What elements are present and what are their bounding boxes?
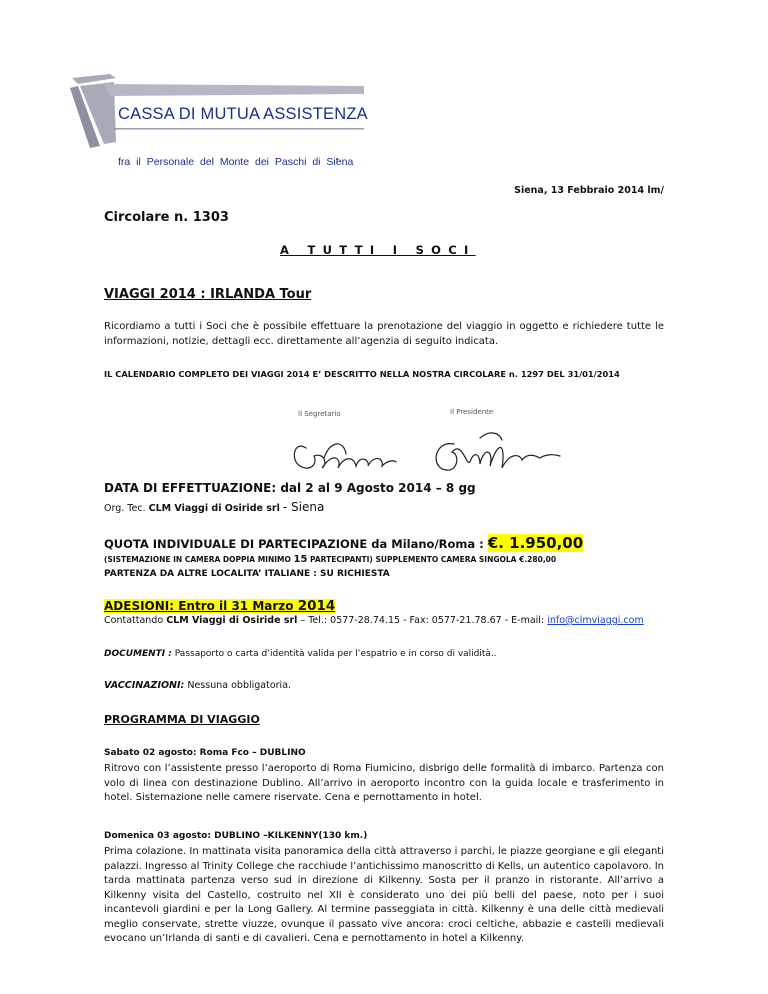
program-heading: PROGRAMMA DI VIAGGIO [104, 713, 260, 726]
organizer-name: CLM Viaggi di Osiride srl [148, 503, 280, 514]
vaccinations-text: Nessuna obbligatoria. [187, 680, 292, 691]
contact-prefix: Contattando [104, 615, 164, 626]
calendar-note: IL CALENDARIO COMPLETO DEI VIAGGI 2014 E’ DESCRITTO NELLA NOSTRA CIRCOLARE n. 1297 DEL 31/01/2014 [104, 369, 620, 379]
accommodation-part1: (SISTEMAZIONE IN CAMERA DOPPIA MINIMO [104, 555, 291, 564]
organizer-city: - Siena [282, 500, 325, 514]
accommodation-part2: PARTECIPANTI) SUPPLEMENTO CAMERA SINGOLA €.280,00 [310, 555, 557, 564]
deadline-highlight [104, 599, 335, 613]
organization-logo [64, 72, 384, 182]
recipients-heading: A TUTTI I SOCI [280, 243, 476, 257]
documents-line [104, 649, 497, 659]
documents-text: Passaporto o carta d’identità valida per l’espatrio e in corso di validità.. [174, 649, 497, 659]
documents-label: DOCUMENTI : [104, 649, 172, 659]
circular-number: Circolare n. 1303 [104, 210, 229, 225]
president-label: Il Presidente [450, 408, 494, 416]
accommodation-note [104, 554, 556, 565]
day-2-text: Prima colazione. In mattinata visita panoramica della città attraverso i parchi, le piazze georgiane e gli eleganti palazzi. Ingresso al Trinity College che racchiude l’antichissimo manoscritto di Kells, un autentico capolavoro. In tarda mattinata partenza verso sud in direzione di Kilkenny. Sosta per il pranzo in ristorante. All’arrivo a Kilkenny visita del Castello, costruito nel XII è considerato uno dei più belli del paese, noto per i suoi incantevoli giardini e per la Long Gallery. Al termine passeggiata in città. Kilkenny è una delle città medievali meglio conservate, strette viuzze, ovunque il passato vive ancora: croci celtiche, abbazie e castelli medievali evocano un’Irlanda di santi e di cavalieri. Cena e pernottamento in hotel a Kilkenny. [104, 846, 664, 944]
day-1-text: Ritrovo con l’assistente presso l’aeroporto di Roma Fiumicino, disbrigo delle formalità di imbarco. Partenza con volo di linea con destinazione Dublino. All’arrivo in aeroporto incontro con la guida locale e trasferimento in hotel. Sistemazione nelle camere riservate. Cena e pernottamento in hotel. [104, 763, 664, 803]
registration-deadline [104, 598, 335, 614]
email-link[interactable]: info@clmviaggi.com [547, 615, 644, 626]
day-2-title: Domenica 03 agosto: DUBLINO –KILKENNY(130 km.) [104, 831, 368, 841]
handwritten-signatures [284, 410, 584, 490]
price-label: QUOTA INDIVIDUALE DI PARTECIPAZIONE da Milano/Roma : [104, 537, 484, 551]
trip-title: VIAGGI 2014 : IRLANDA Tour [104, 287, 312, 302]
logo-subtitle: fra il Personale del Monte dei Paschi di Siena [118, 156, 354, 168]
deadline-label: ADESIONI: Entro il 31 Marzo [104, 599, 294, 613]
vaccinations-label: VACCINAZIONI: [104, 680, 185, 691]
minimum-participants: 15 [293, 554, 308, 565]
signatures [284, 410, 584, 490]
departures-note: PARTENZA DA ALTRE LOCALITA’ ITALIANE : SU RICHIESTA [104, 569, 390, 579]
intro-paragraph: Ricordiamo a tutti i Soci che è possibile effettuare la prenotazione del viaggio in oggetto e richiedere tutte le informazioni, notizie, dettagli ecc. direttamente all’agenzia di seguito indicata. [104, 321, 664, 347]
contact-name: CLM Viaggi di Osiride srl [166, 615, 298, 626]
day-1-title: Sabato 02 agosto: Roma Fco – DUBLINO [104, 748, 306, 758]
document-date: Siena, 13 Febbraio 2014 lm/ [514, 185, 664, 196]
deadline-year: 2014 [297, 598, 336, 614]
price-value: €. 1.950,00 [487, 534, 584, 552]
price-line [104, 534, 583, 552]
secretary-label: Il Segretario [298, 410, 341, 418]
organizer [104, 500, 324, 514]
trip-dates: DATA DI EFFETTUAZIONE: dal 2 al 9 Agosto 2014 – 8 gg [104, 481, 476, 495]
contact-line [104, 615, 644, 626]
organizer-prefix: Org. Tec. [104, 503, 146, 514]
contact-details: – Tel.: 0577-28.74.15 - Fax: 0577-21.78.67 - E-mail: [300, 615, 545, 626]
vaccinations-line [104, 680, 291, 691]
logo-title: CASSA DI MUTUA ASSISTENZA [118, 105, 368, 123]
